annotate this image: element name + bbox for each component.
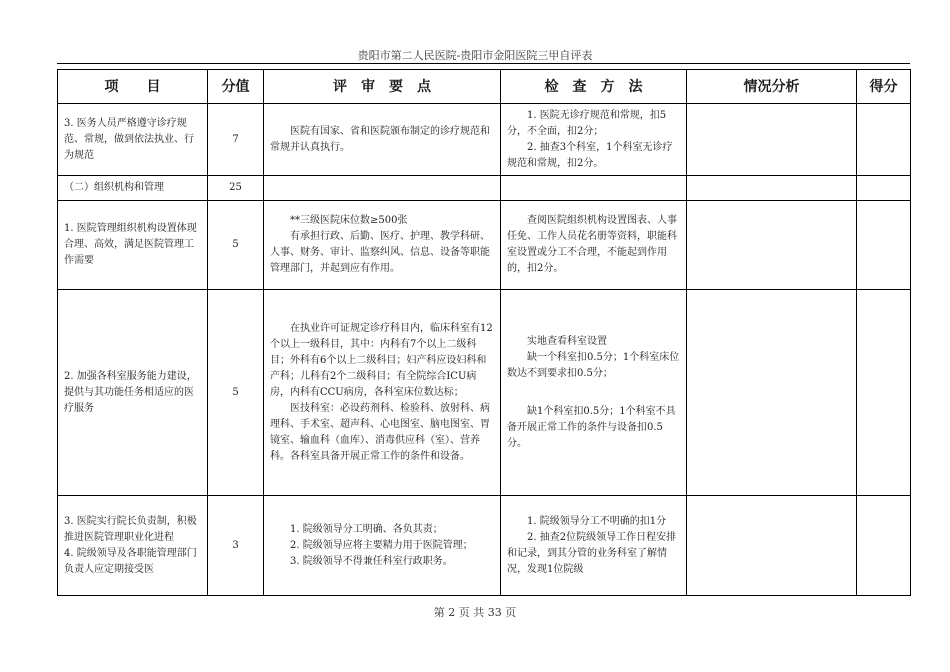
item-cell	[58, 290, 208, 496]
section-title: （二）组织机构和管理	[58, 176, 208, 201]
criteria-cell	[264, 496, 501, 596]
method-text: 1. 医院无诊疗规范和常规，扣5分，不全面，扣2分；	[507, 109, 667, 137]
section-score: 25	[208, 176, 264, 201]
method-text: 实地查看科室设置	[527, 335, 607, 347]
item-cell	[58, 201, 208, 290]
item-text: 4. 院级领导及各职能管理部门负责人应定期接受医	[64, 547, 197, 575]
result-cell[interactable]	[857, 496, 911, 596]
criteria-text: 3. 院级领导不得兼任科室行政职务。	[290, 555, 453, 567]
method-text: 缺一个科室扣0.5分；1个科室床位数达不到要求扣0.5分；	[507, 351, 680, 379]
item-cell	[58, 496, 208, 596]
column-header-method: 检 查 方 法	[501, 70, 687, 104]
method-cell	[501, 176, 687, 201]
method-cell	[501, 290, 687, 496]
item-text: 3. 医务人员严格遵守诊疗规范、常规，做到依法执业、行为规范	[64, 117, 194, 161]
criteria-text: 医技科室：必设药剂科、检验科、放射科、病理科、手术室、超声科、心电图室、脑电图室、胃镜室、输血科（血库）、消毒供应科（室）、营养科。各科室具备开展正常工作的条件和设备。	[270, 402, 490, 462]
item-text: 3. 医院实行院长负责制，积极推进医院管理职业化进程	[64, 515, 197, 543]
table-header-row	[58, 70, 911, 104]
method-text: 2. 抽查3个科室，1个科室无诊疗规范和常规，扣2分。	[507, 141, 673, 169]
criteria-text: **三级医院床位数≥500张	[290, 215, 408, 226]
column-header-analysis: 情况分析	[687, 70, 857, 104]
score-cell: 5	[208, 201, 264, 290]
table-row	[58, 104, 911, 176]
page-header: 贵阳市第二人民医院-贵阳市金阳医院三甲自评表	[357, 49, 593, 62]
item-text: 1. 医院管理组织机构设置体现合理、高效，满足医院管理工作需要	[64, 223, 197, 266]
criteria-cell	[264, 290, 501, 496]
table-row	[58, 290, 911, 496]
criteria-text: 1. 院级领导分工明确、各负其责；	[290, 523, 443, 535]
method-cell	[501, 104, 687, 176]
column-header-item: 项 目	[58, 70, 208, 104]
criteria-text: 2. 院级领导应将主要精力用于医院管理；	[290, 539, 473, 551]
method-text: 1. 院级领导分工不明确的扣1分	[527, 515, 667, 527]
method-text: 缺1个科室扣0.5分；1个科室不具备开展正常工作的条件与设备扣0.5分。	[507, 405, 676, 449]
result-cell[interactable]	[857, 290, 911, 496]
result-cell[interactable]	[857, 104, 911, 176]
score-cell: 7	[208, 104, 264, 176]
result-cell[interactable]	[857, 201, 911, 290]
item-text: 2. 加强各科室服务能力建设，提供与其功能任务相适应的医疗服务	[64, 370, 197, 414]
score-cell: 5	[208, 290, 264, 496]
table-row	[58, 201, 911, 290]
method-cell	[501, 496, 687, 596]
analysis-cell[interactable]	[687, 176, 857, 201]
method-cell	[501, 201, 687, 290]
column-header-score: 分值	[208, 70, 264, 104]
criteria-text: 在执业许可证规定诊疗科目内，临床科室有12个以上一级科目，其中：内科有7个以上二级科目；外科有6个以上二级科目；妇产科应设妇科和产科；儿科有2个二级科目；有全院综合ICU病房，内科有CCU病房，各科室床位数达标；	[270, 322, 493, 398]
criteria-cell	[264, 201, 501, 290]
section-row	[58, 176, 911, 201]
item-cell	[58, 104, 208, 176]
method-text: 2. 抽查2位院级领导工作日程安排和记录，到其分管的业务科室了解情况，发现1位院级	[507, 531, 677, 575]
score-cell: 3	[208, 496, 264, 596]
method-text: 查阅医院组织机构设置图表、人事任免、工作人员花名册等资料，职能科室设置或分工不合理，不能起到作用的，扣2分。	[507, 215, 677, 274]
column-header-criteria: 评 审 要 点	[264, 70, 501, 104]
analysis-cell[interactable]	[687, 104, 857, 176]
analysis-cell[interactable]	[687, 290, 857, 496]
criteria-cell	[264, 104, 501, 176]
criteria-cell	[264, 176, 501, 201]
header-rule	[57, 63, 910, 64]
result-cell[interactable]	[857, 176, 911, 201]
criteria-text: 医院有国家、省和医院颁布制定的诊疗规范和常规并认真执行。	[270, 125, 490, 153]
method-spacer	[507, 382, 680, 404]
criteria-text: 有承担行政、后勤、医疗、护理、教学科研、人事、财务、审计、监察纠风、信息、设备等职能管理部门，并起到应有作用。	[270, 231, 490, 274]
page-footer: 第 2 页 共 33 页	[433, 606, 517, 619]
analysis-cell[interactable]	[687, 496, 857, 596]
column-header-result: 得分	[857, 70, 911, 104]
table-row	[58, 496, 911, 596]
evaluation-table	[57, 69, 911, 596]
analysis-cell[interactable]	[687, 201, 857, 290]
